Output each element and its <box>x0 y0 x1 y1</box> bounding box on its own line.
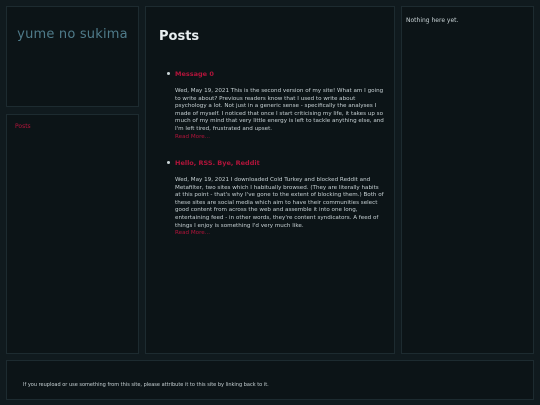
read-more-link[interactable]: Read More... <box>175 133 211 140</box>
site-title-panel <box>6 6 139 107</box>
sidebar-empty-text: Nothing here yet. <box>406 17 459 24</box>
footer-panel <box>6 360 534 400</box>
footer-text: If you reupload or use something from this site, please attribute it to this site by linking back to it. <box>23 382 269 388</box>
right-sidebar-panel <box>401 6 534 354</box>
page-title: Posts <box>159 29 200 44</box>
post-item <box>166 70 386 141</box>
nav-item-posts[interactable]: Posts <box>15 123 31 130</box>
post-item <box>166 159 386 238</box>
post-excerpt: Wed, May 19, 2021 This is the second version of my site! What am I going to write about? Previous readers know that I used to write about psychology a lot. Not just in a generic sense - specifically the analyses I made of myself. I noticed that once I start criticising my life, it takes up so much of my mind that very little energy is left to tackle anything else, and I'm left tired, frustrated and upset. <box>175 88 384 132</box>
post-excerpt: Wed, May 19, 2021 I downloaded Cold Turkey and blocked Reddit and Metafilter, two sites which I habitually browsed. (They are literally habits at this point - that's why I've gone to the extent of blocking them.) Both of these sites are social media which aim to have their communities select good content from across the web and assemble it into one long, entertaining feed - in other words, they're content syndicators. A feed of things I enjoy is something I'd very much like. <box>175 177 384 229</box>
main-content-panel <box>145 6 395 354</box>
nav-panel <box>6 114 139 354</box>
site-title[interactable]: yume no sukima <box>17 27 128 42</box>
post-title-link[interactable]: Hello, RSS. Bye, Reddit <box>175 159 386 167</box>
read-more-link[interactable]: Read More... <box>175 230 211 237</box>
post-title-link[interactable]: Message 0 <box>175 70 386 78</box>
